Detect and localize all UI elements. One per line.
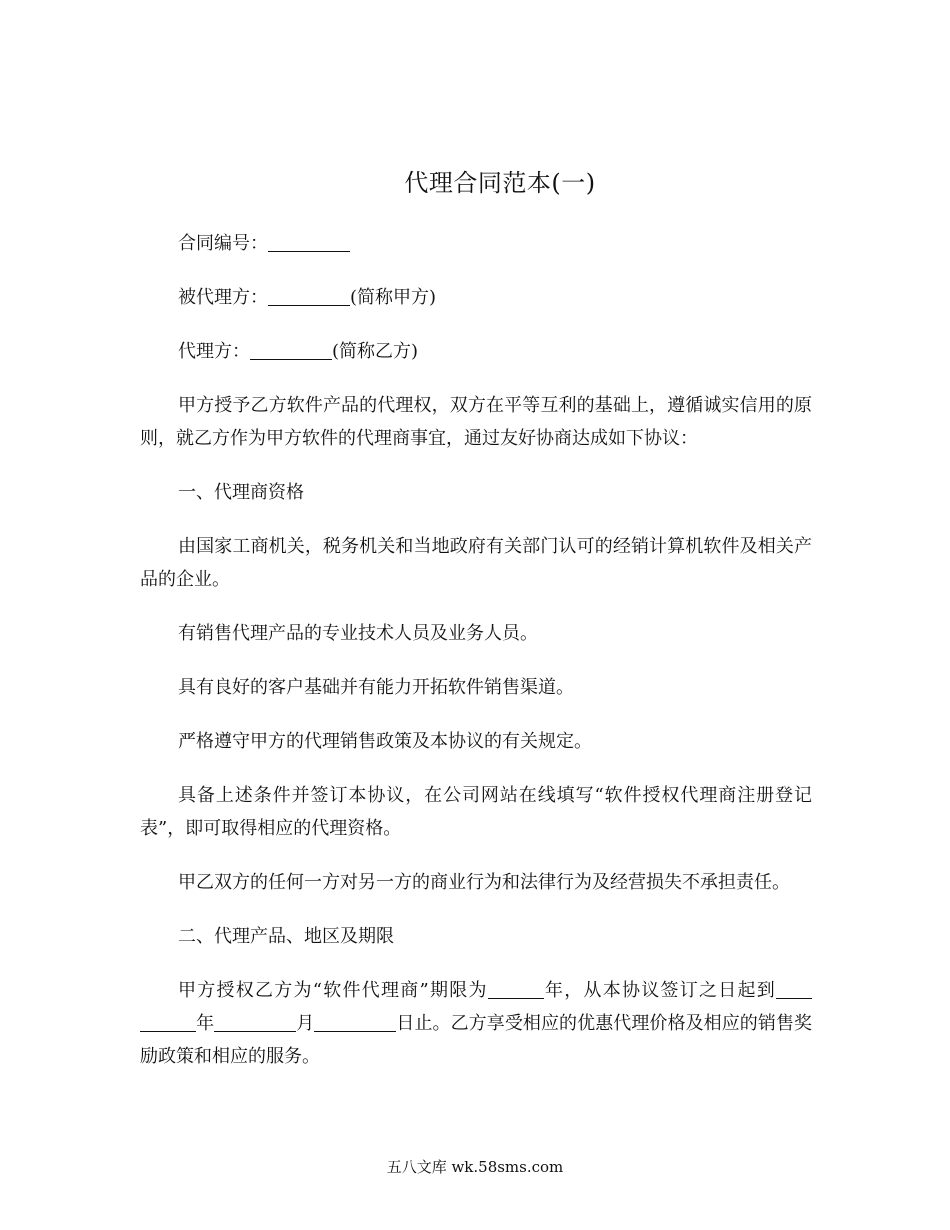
document-title: 代理合同范本(一) <box>404 169 596 197</box>
contract-number-label: 合同编号： <box>178 233 268 254</box>
end-month-blank <box>214 1011 296 1032</box>
section-1-heading: 一、代理商资格 <box>178 482 304 503</box>
term-years-blank <box>488 978 544 999</box>
contract-number-line <box>140 227 812 260</box>
principal-blank <box>268 285 350 306</box>
section-1-paragraph-2: 有销售代理产品的专业技术人员及业务人员。 <box>178 623 538 644</box>
section-1-paragraph-5: 具备上述条件并签订本协议，在公司网站在线填写“软件授权代理商注册登记表”，即可取得相应的代理资格。 <box>140 785 812 839</box>
contract-number-blank <box>268 231 350 252</box>
agent-label: 代理方： <box>178 341 250 362</box>
section-1-paragraph-3: 具有良好的客户基础并有能力开拓软件销售渠道。 <box>178 677 574 698</box>
section-1-paragraph-4: 严格遵守甲方的代理销售政策及本协议的有关规定。 <box>178 731 592 752</box>
end-year-blank-part1 <box>776 978 812 999</box>
end-year-blank-part2 <box>140 1011 196 1032</box>
section-2-paragraph-1 <box>140 974 812 1073</box>
section-1-paragraph-6: 甲乙双方的任何一方对另一方的商业行为和法律行为及经营损失不承担责任。 <box>178 872 790 893</box>
page-footer: 五八文库 wk.58sms.com <box>386 1158 564 1176</box>
principal-line <box>140 281 812 314</box>
term-text-a: 甲方授权乙方为“软件代理商”期限为 <box>178 980 488 1001</box>
end-day-blank <box>314 1011 396 1032</box>
document-body <box>140 227 812 1094</box>
section-1-paragraph-1: 由国家工商机关，税务机关和当地政府有关部门认可的经销计算机软件及相关产品的企业。 <box>140 536 812 590</box>
agent-suffix: (简称乙方) <box>332 341 419 362</box>
principal-label: 被代理方： <box>178 287 268 308</box>
intro-paragraph: 甲方授予乙方软件产品的代理权，双方在平等互利的基础上，遵循诚实信用的原则，就乙方作为甲方软件的代理商事宜，通过友好协商达成如下协议： <box>140 395 812 449</box>
agent-blank <box>250 339 332 360</box>
term-text-e: 日止。乙方享受相应的优惠代理价格及相应的销售奖励政策和相应的服务。 <box>140 1013 813 1067</box>
section-2-heading: 二、代理产品、地区及期限 <box>178 926 394 947</box>
agent-line <box>140 335 812 368</box>
term-text-b: 年，从本协议签订之日起到 <box>543 980 777 1001</box>
term-text-d: 月 <box>296 1013 315 1034</box>
term-text-c: 年 <box>196 1013 215 1034</box>
principal-suffix: (简称甲方) <box>350 287 437 308</box>
